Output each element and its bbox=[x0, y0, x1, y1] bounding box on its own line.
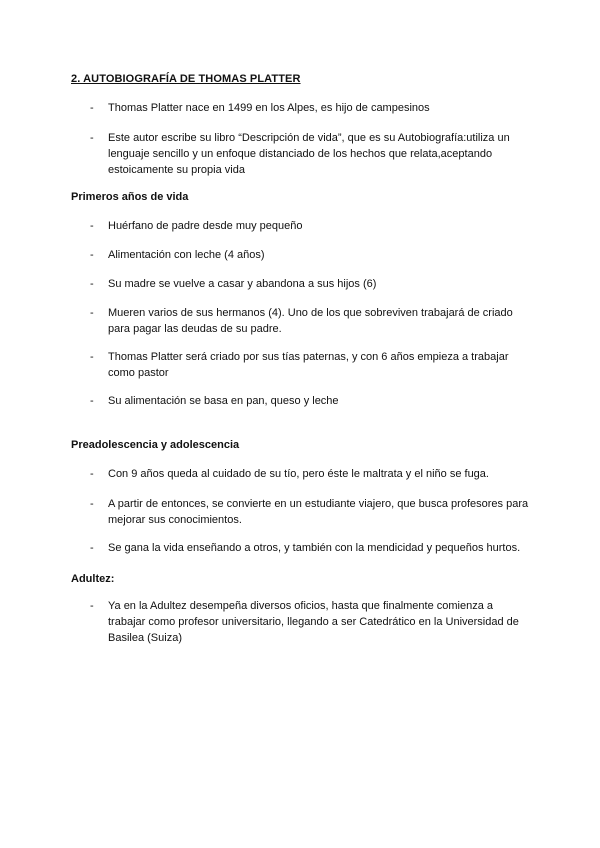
list-item bbox=[90, 466, 530, 482]
list-item bbox=[90, 305, 530, 337]
section-heading-preadolescencia: Preadolescencia y adolescencia bbox=[71, 439, 240, 451]
intro-item bbox=[90, 100, 530, 116]
bullet-dash: - bbox=[90, 498, 94, 510]
bullet-dash: - bbox=[90, 600, 94, 612]
list-item-text: Huérfano de padre desde muy pequeño bbox=[108, 220, 303, 232]
section-heading-adultez: Adultez: bbox=[71, 573, 115, 585]
bullet-dash: - bbox=[90, 307, 94, 319]
list-item bbox=[90, 496, 530, 528]
list-item bbox=[90, 276, 530, 292]
bullet-dash: - bbox=[90, 542, 94, 554]
list-item-text: Mueren varios de sus hermanos (4). Uno de los que sobreviven trabajará de criado para pagar las deudas de su padre. bbox=[108, 307, 513, 335]
list-item-text: Alimentación con leche (4 años) bbox=[108, 249, 265, 261]
list-item-text: A partir de entonces, se convierte en un estudiante viajero, que busca profesores para mejorar sus conocimientos. bbox=[108, 498, 529, 526]
list-item-text: Su madre se vuelve a casar y abandona a sus hijos (6) bbox=[108, 278, 377, 290]
list-item-text: Thomas Platter será criado por sus tías paternas, y con 6 años empieza a trabajar como pastor bbox=[108, 351, 509, 379]
list-item bbox=[90, 540, 530, 556]
bullet-dash: - bbox=[90, 220, 94, 232]
section-heading-primeros-anos: Primeros años de vida bbox=[71, 191, 189, 203]
document-title: 2. AUTOBIOGRAFÍA DE THOMAS PLATTER bbox=[71, 73, 301, 85]
intro-item-text: Este autor escribe su libro “Descripción de vida”, que es su Autobiografía:utiliza un lenguaje sencillo y un enfoque distanciado de los hechos que relata,aceptando estoicamente su propia vida bbox=[108, 132, 510, 176]
bullet-dash: - bbox=[90, 351, 94, 363]
list-item-text: Ya en la Adultez desempeña diversos oficios, hasta que finalmente comienza a trabajar como profesor universitario, llegando a ser Catedrático en la Universidad de Basilea (Suiza) bbox=[108, 600, 519, 644]
list-item bbox=[90, 218, 530, 234]
list-item bbox=[90, 598, 530, 646]
list-item bbox=[90, 393, 530, 409]
bullet-dash: - bbox=[90, 102, 94, 114]
bullet-dash: - bbox=[90, 132, 94, 144]
list-item-text: Su alimentación se basa en pan, queso y leche bbox=[108, 395, 339, 407]
intro-item bbox=[90, 130, 530, 178]
bullet-dash: - bbox=[90, 249, 94, 261]
bullet-dash: - bbox=[90, 395, 94, 407]
list-item bbox=[90, 349, 530, 381]
intro-item-text: Thomas Platter nace en 1499 en los Alpes, es hijo de campesinos bbox=[108, 102, 430, 114]
list-item-text: Se gana la vida enseñando a otros, y también con la mendicidad y pequeños hurtos. bbox=[108, 542, 521, 554]
list-item-text: Con 9 años queda al cuidado de su tío, pero éste le maltrata y el niño se fuga. bbox=[108, 468, 489, 480]
bullet-dash: - bbox=[90, 468, 94, 480]
bullet-dash: - bbox=[90, 278, 94, 290]
list-item bbox=[90, 247, 530, 263]
